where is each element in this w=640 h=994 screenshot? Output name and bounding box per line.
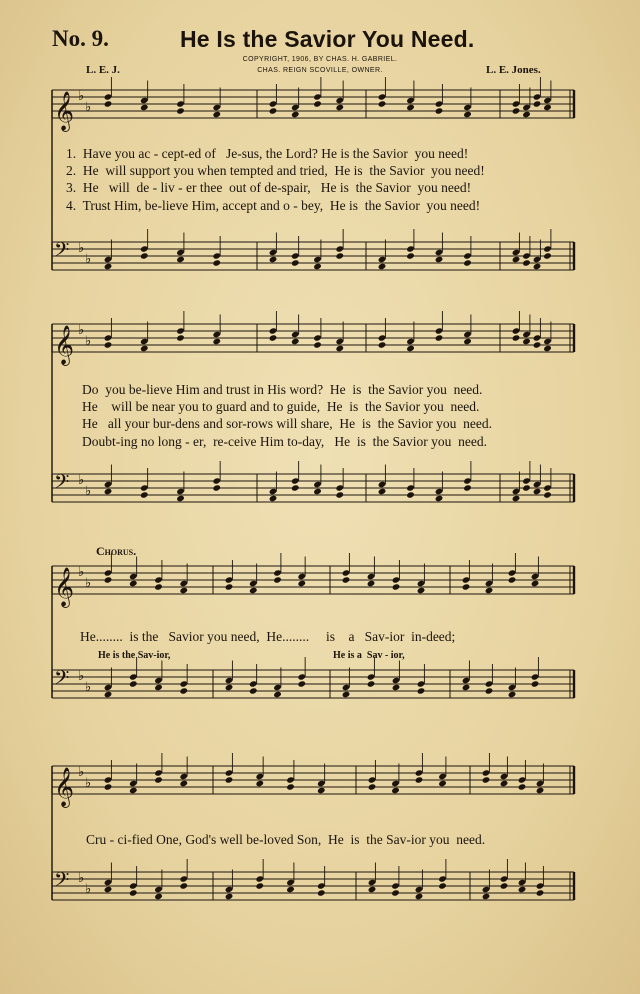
note-head	[317, 889, 326, 896]
note-head	[435, 495, 444, 502]
note-head	[482, 893, 491, 900]
verse-line-1b: Do you be-lieve Him and trust in His word? He is the Savior you need.	[82, 382, 483, 397]
flat-icon: ♭	[78, 871, 85, 886]
note-head	[406, 491, 415, 498]
note-head	[212, 484, 221, 491]
note-head	[378, 100, 387, 107]
verse-line-4: 4. Trust Him, be-lieve Him, accept and o - bey, He is the Savior you need!	[66, 198, 481, 213]
flat-icon: ♭	[85, 484, 92, 499]
note-head	[543, 491, 552, 498]
flat-icon: ♭	[85, 334, 92, 349]
note-head	[522, 111, 531, 118]
hymn-title: He Is the Savior You Need.	[180, 26, 475, 52]
note-head	[297, 680, 306, 687]
note-head	[335, 104, 344, 111]
note-head	[179, 687, 188, 694]
note-head	[269, 334, 278, 341]
note-head	[273, 691, 282, 698]
note-head	[512, 334, 521, 341]
note-head	[154, 583, 163, 590]
note-head	[533, 263, 542, 270]
note-head	[392, 684, 401, 691]
note-head	[291, 338, 300, 345]
chorus-echo-2: He is a Sav - ior,	[333, 650, 405, 661]
note-head	[104, 886, 113, 893]
flat-icon: ♭	[78, 565, 85, 580]
flat-icon: ♭	[78, 241, 85, 256]
note-head	[406, 345, 415, 352]
note-head	[531, 680, 540, 687]
note-head	[438, 780, 447, 787]
note-head	[512, 256, 521, 263]
note-head	[291, 484, 300, 491]
note-head	[335, 491, 344, 498]
bass-clef-icon: 𝄢	[54, 238, 70, 266]
copyright-line: COPYRIGHT, 1906, BY CHAS. H. GABRIEL.	[242, 56, 398, 63]
note-head	[269, 256, 278, 263]
note-head	[255, 780, 264, 787]
note-head	[406, 104, 415, 111]
note-head	[417, 587, 426, 594]
treble-clef-icon: 𝄞	[54, 91, 75, 131]
note-head	[435, 107, 444, 114]
note-head	[154, 776, 163, 783]
note-head	[225, 776, 234, 783]
note-head	[435, 334, 444, 341]
note-head	[417, 687, 426, 694]
note-head	[104, 691, 113, 698]
flat-icon: ♭	[85, 680, 92, 695]
note-head	[297, 580, 306, 587]
note-head	[500, 882, 509, 889]
flat-icon: ♭	[78, 473, 85, 488]
note-head	[533, 100, 542, 107]
note-head	[463, 111, 472, 118]
note-head	[392, 583, 401, 590]
note-head	[140, 252, 149, 259]
note-head	[406, 252, 415, 259]
bass-clef-icon: 𝄢	[54, 868, 70, 896]
note-head	[531, 580, 540, 587]
note-head	[286, 886, 295, 893]
note-head	[335, 252, 344, 259]
flat-icon: ♭	[78, 323, 85, 338]
bass-clef-icon: 𝄢	[54, 470, 70, 498]
note-head	[512, 495, 521, 502]
note-head	[522, 484, 531, 491]
note-head	[176, 334, 185, 341]
chorus-echo-1: He is the Sav-ior,	[98, 650, 171, 661]
note-head	[249, 587, 258, 594]
treble-clef-icon: 𝄞	[54, 325, 75, 365]
note-head	[415, 893, 424, 900]
chorus-line-2: Cru - ci-fied One, God's well be-loved Son, He is the Sav-ior you need.	[86, 832, 486, 847]
note-head	[500, 780, 509, 787]
note-head	[462, 583, 471, 590]
note-head	[543, 104, 552, 111]
note-head	[140, 491, 149, 498]
verse-line-3b: He all your bur-dens and sor-rows will share, He is the Savior you need.	[82, 416, 492, 431]
note-head	[212, 111, 221, 118]
flat-icon: ♭	[85, 576, 92, 591]
note-head	[286, 783, 295, 790]
note-head	[179, 780, 188, 787]
note-head	[313, 341, 322, 348]
note-head	[378, 341, 387, 348]
note-head	[435, 256, 444, 263]
note-head	[313, 100, 322, 107]
note-head	[179, 882, 188, 889]
note-head	[176, 256, 185, 263]
note-head	[482, 776, 491, 783]
verse-line-2b: He will be near you to guard and to guide, He is the Savior you need.	[82, 399, 480, 414]
note-head	[104, 263, 113, 270]
note-head	[378, 263, 387, 270]
note-head	[225, 684, 234, 691]
flat-icon: ♭	[78, 765, 85, 780]
note-head	[415, 776, 424, 783]
note-head	[291, 111, 300, 118]
note-head	[273, 576, 282, 583]
note-head	[225, 583, 234, 590]
note-head	[104, 783, 113, 790]
note-head	[212, 338, 221, 345]
note-head	[179, 587, 188, 594]
flat-icon: ♭	[78, 89, 85, 104]
verse-line-3: 3. He will de - liv - er thee out of de-spair, He is the Savior you need!	[66, 180, 472, 195]
verse-line-4b: Doubt-ing no long - er, re-ceive Him to-day, He is the Savior you need.	[82, 434, 487, 449]
note-head	[368, 783, 377, 790]
note-head	[129, 580, 138, 587]
note-head	[335, 345, 344, 352]
note-head	[391, 889, 400, 896]
flat-icon: ♭	[85, 252, 92, 267]
note-head	[543, 345, 552, 352]
note-head	[269, 495, 278, 502]
note-head	[140, 345, 149, 352]
note-head	[342, 576, 351, 583]
note-head	[313, 263, 322, 270]
note-head	[140, 104, 149, 111]
note-head	[291, 259, 300, 266]
note-head	[378, 488, 387, 495]
note-head	[104, 341, 113, 348]
note-head	[129, 787, 138, 794]
bass-clef-icon: 𝄢	[54, 666, 70, 694]
flat-icon: ♭	[85, 776, 92, 791]
chorus-label: Chorus.	[96, 544, 137, 558]
note-head	[522, 259, 531, 266]
note-head	[533, 341, 542, 348]
note-head	[104, 100, 113, 107]
note-head	[104, 488, 113, 495]
note-head	[368, 886, 377, 893]
note-head	[391, 787, 400, 794]
note-head	[536, 889, 545, 896]
note-head	[518, 783, 527, 790]
note-head	[463, 484, 472, 491]
note-head	[104, 576, 113, 583]
note-head	[463, 338, 472, 345]
note-head	[269, 107, 278, 114]
note-head	[176, 495, 185, 502]
note-head	[154, 684, 163, 691]
flat-icon: ♭	[78, 669, 85, 684]
note-head	[533, 488, 542, 495]
verse-line-1: 1. Have you ac - cept-ed of Je-sus, the Lord? He is the Savior you need!	[66, 146, 469, 161]
note-head	[255, 882, 264, 889]
note-head	[536, 787, 545, 794]
note-head	[176, 107, 185, 114]
note-head	[367, 680, 376, 687]
verse-line-2: 2. He will support you when tempted and tried, He is the Savior you need!	[66, 163, 485, 178]
note-head	[522, 338, 531, 345]
note-head	[129, 680, 138, 687]
note-head	[317, 787, 326, 794]
note-head	[342, 691, 351, 698]
treble-clef-icon: 𝄞	[54, 767, 75, 807]
note-head	[508, 576, 517, 583]
note-head	[463, 259, 472, 266]
flat-icon: ♭	[85, 100, 92, 115]
note-head	[518, 886, 527, 893]
hymn-number: No. 9.	[52, 26, 109, 51]
owner-line: CHAS. REIGN SCOVILLE, OWNER.	[257, 67, 383, 74]
note-head	[462, 684, 471, 691]
note-head	[212, 259, 221, 266]
note-head	[485, 687, 494, 694]
note-head	[129, 889, 138, 896]
note-head	[154, 893, 163, 900]
note-head	[313, 488, 322, 495]
note-head	[543, 252, 552, 259]
author-initials: L. E. J.	[86, 64, 120, 76]
note-head	[249, 687, 258, 694]
treble-clef-icon: 𝄞	[54, 567, 75, 607]
author-name: L. E. Jones.	[486, 64, 541, 76]
note-head	[485, 587, 494, 594]
chorus-line-1: He........ is the Savior you need, He........ is a Sav-ior in-deed;	[80, 629, 456, 644]
note-head	[508, 691, 517, 698]
note-head	[512, 107, 521, 114]
note-head	[438, 882, 447, 889]
note-head	[225, 893, 234, 900]
flat-icon: ♭	[85, 882, 92, 897]
note-head	[367, 580, 376, 587]
